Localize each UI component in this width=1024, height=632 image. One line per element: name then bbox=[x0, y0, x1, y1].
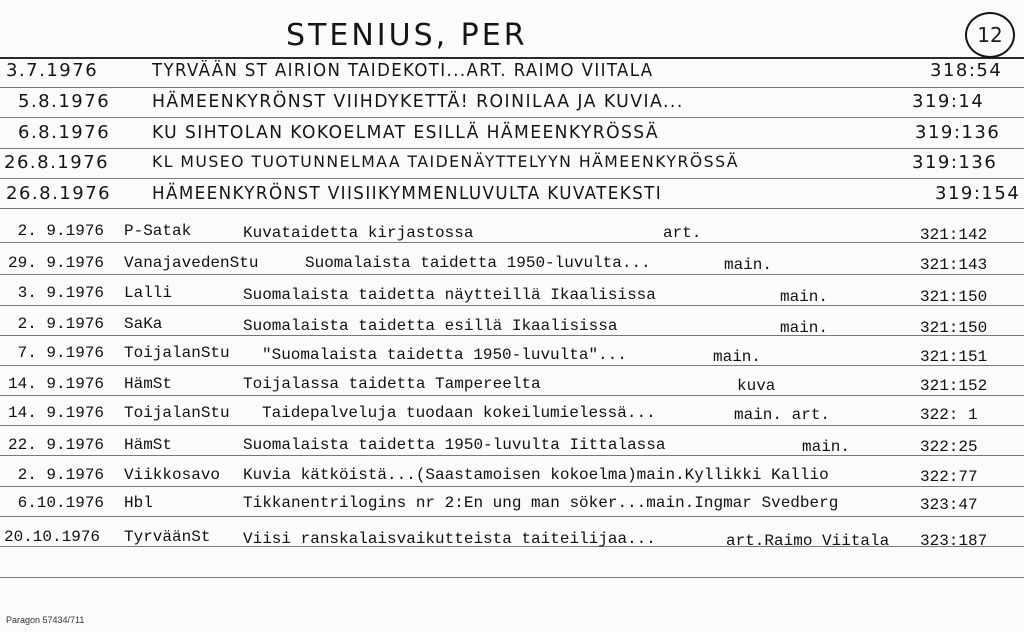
typed-entry-title: Tikkanentrilogins nr 2:En ung man söker...main.Ingmar Svedberg bbox=[243, 494, 839, 512]
ruled-line bbox=[0, 87, 1024, 88]
typed-entry-title: Viisi ranskalaisvaikutteista taiteilijaa... bbox=[243, 530, 656, 548]
ruled-line bbox=[0, 242, 1024, 243]
typed-entry-ref: 321:152 bbox=[920, 377, 988, 395]
hand-entry-date: 6.8.1976 bbox=[18, 122, 111, 143]
typed-entry-date: 22. 9.1976 bbox=[8, 436, 105, 454]
typed-entry-date: 7. 9.1976 bbox=[8, 344, 105, 362]
ruled-line bbox=[0, 455, 1024, 456]
typed-entry-date: 2. 9.1976 bbox=[8, 315, 105, 333]
typed-entry-source: Hbl bbox=[124, 494, 153, 512]
typed-entry-date: 2. 9.1976 bbox=[8, 466, 105, 484]
typed-entry-type: main. art. bbox=[734, 406, 831, 424]
hand-entry-ref: 319:136 bbox=[912, 152, 998, 173]
ruled-line bbox=[0, 335, 1024, 336]
hand-entry-date: 5.8.1976 bbox=[18, 91, 111, 112]
typed-entry-type: main. bbox=[713, 348, 762, 366]
typed-entry-type: kuva bbox=[737, 377, 776, 395]
typed-entry-type: main. bbox=[724, 256, 773, 274]
typed-entry-ref: 322:25 bbox=[920, 438, 978, 456]
typed-entry-title: Suomalaista taidetta esillä Ikaalisissa bbox=[243, 317, 618, 335]
hand-entry-ref: 318:54 bbox=[930, 60, 1003, 81]
ruled-line bbox=[0, 577, 1024, 578]
typed-entry-source: Viikkosavo bbox=[124, 466, 221, 484]
typed-entry-title: Suomalaista taidetta 1950-luvulta Iittalassa bbox=[243, 436, 666, 454]
typed-entry-date: 3. 9.1976 bbox=[8, 284, 105, 302]
typed-entry-title: Taidepalveluja tuodaan kokeilumielessä... bbox=[262, 404, 656, 422]
typed-entry-ref: 321:143 bbox=[920, 256, 988, 274]
typed-entry-source: ToijalanStu bbox=[124, 404, 230, 422]
typed-entry-type: art. bbox=[663, 224, 702, 242]
ruled-line bbox=[0, 486, 1024, 487]
typed-entry-source: HämSt bbox=[124, 375, 173, 393]
ruled-line bbox=[0, 208, 1024, 209]
ruled-line bbox=[0, 516, 1024, 517]
typed-entry-date: 14. 9.1976 bbox=[8, 375, 105, 393]
typed-entry-type: main. bbox=[780, 319, 829, 337]
header-rule bbox=[0, 57, 1024, 59]
typed-entry-date: 14. 9.1976 bbox=[8, 404, 105, 422]
typed-entry-ref: 322: 1 bbox=[920, 406, 978, 424]
typed-entry-source: P-Satak bbox=[124, 222, 192, 240]
typed-entry-date: 29. 9.1976 bbox=[8, 254, 105, 272]
hand-entry-date: 26.8.1976 bbox=[4, 152, 110, 173]
ruled-line bbox=[0, 274, 1024, 275]
ruled-line bbox=[0, 425, 1024, 426]
hand-entry-date: 3.7.1976 bbox=[6, 60, 99, 81]
ruled-line bbox=[0, 117, 1024, 118]
typed-entry-ref: 321:142 bbox=[920, 226, 988, 244]
ruled-line bbox=[0, 178, 1024, 179]
typed-entry-source: HämSt bbox=[124, 436, 173, 454]
typed-entry-title: Kuvia kätköistä...(Saastamoisen kokoelma)main.Kyllikki Kallio bbox=[243, 466, 829, 484]
hand-entry-text: HÄMEENKYRÖNST VIIHDYKETTÄ! ROINILAA JA KUVIA... bbox=[152, 91, 684, 112]
typed-entry-source: TyrväänSt bbox=[124, 528, 211, 546]
typed-entry-title: Toijalassa taidetta Tampereelta bbox=[243, 375, 541, 393]
typed-entry-source: Lalli bbox=[124, 284, 173, 302]
card-number: 12 bbox=[965, 12, 1015, 58]
typed-entry-ref: 323:187 bbox=[920, 532, 988, 550]
typed-entry-title: Suomalaista taidetta näytteillä Ikaalisissa bbox=[243, 286, 656, 304]
typed-entry-type: art.Raimo Viitala bbox=[726, 532, 890, 550]
ruled-line bbox=[0, 395, 1024, 396]
typed-entry-title: Kuvataidetta kirjastossa bbox=[243, 224, 474, 242]
ruled-line bbox=[0, 305, 1024, 306]
card-footer-print: Paragon 57434/711 bbox=[6, 615, 85, 625]
typed-entry-ref: 321:151 bbox=[920, 348, 988, 366]
typed-entry-type: main. bbox=[802, 438, 851, 456]
typed-entry-date: 2. 9.1976 bbox=[8, 222, 105, 240]
typed-entry-type: main. bbox=[780, 288, 829, 306]
hand-entry-text: KL MUSEO TUOTUNNELMAA TAIDENÄYTTELYYN HÄMEENKYRÖSSÄ bbox=[152, 152, 739, 171]
typed-entry-ref: 321:150 bbox=[920, 288, 988, 306]
typed-entry-title: "Suomalaista taidetta 1950-luvulta"... bbox=[262, 346, 627, 364]
hand-entry-ref: 319:154 bbox=[935, 183, 1021, 204]
typed-entry-date: 6.10.1976 bbox=[8, 494, 105, 512]
hand-entry-text: KU SIHTOLAN KOKOELMAT ESILLÄ HÄMEENKYRÖSSÄ bbox=[152, 122, 659, 143]
hand-entry-ref: 319:14 bbox=[912, 91, 985, 112]
hand-entry-text: TYRVÄÄN ST AIRION TAIDEKOTI...ART. RAIMO VIITALA bbox=[152, 60, 654, 81]
typed-entry-ref: 321:150 bbox=[920, 319, 988, 337]
ruled-line bbox=[0, 365, 1024, 366]
typed-entry-source: ToijalanStu bbox=[124, 344, 230, 362]
hand-entry-date: 26.8.1976 bbox=[6, 183, 112, 204]
hand-entry-text: HÄMEENKYRÖNST VIISIIKYMMENLUVULTA KUVATEKSTI bbox=[152, 183, 663, 204]
card-title: STENIUS, PER bbox=[286, 18, 528, 53]
typed-entry-source: SaKa bbox=[124, 315, 163, 333]
typed-entry-source: VanajavedenStu bbox=[124, 254, 259, 272]
hand-entry-ref: 319:136 bbox=[915, 122, 1001, 143]
ruled-line bbox=[0, 148, 1024, 149]
typed-entry-title: Suomalaista taidetta 1950-luvulta... bbox=[305, 254, 651, 272]
typed-entry-ref: 323:47 bbox=[920, 496, 978, 514]
typed-entry-ref: 322:77 bbox=[920, 468, 978, 486]
typed-entry-date: 20.10.1976 bbox=[4, 528, 101, 546]
